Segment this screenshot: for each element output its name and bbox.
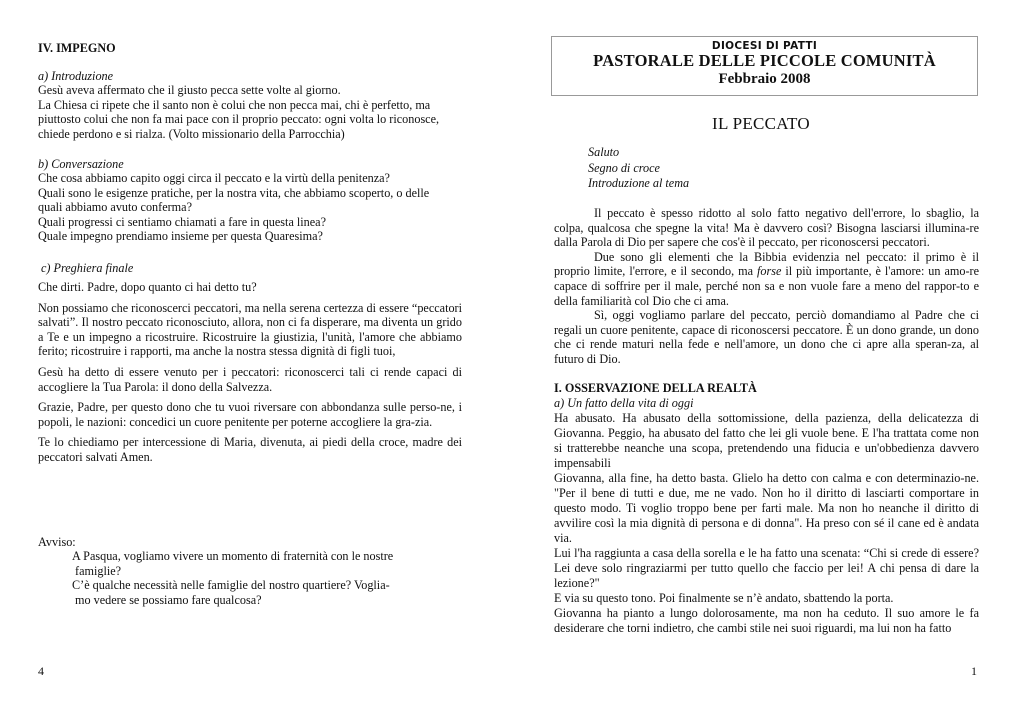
agenda-item: Saluto	[588, 145, 620, 159]
conversation-line: Quale impegno prendiamo insieme per questa Quaresima?	[38, 229, 323, 244]
intro-line: piuttosto colui che non fa mai pace con il proprio peccato: ogni volta lo riconosce,	[38, 112, 440, 127]
notice-label: Avviso:	[38, 535, 76, 549]
page-title: IL PECCATO	[712, 114, 810, 133]
emphasis-word: forse	[757, 264, 782, 279]
page-number-right: 1	[971, 664, 977, 678]
body-paragraph: Il peccato è spesso ridotto al solo fatto negativo dell'errore, lo sbaglio, la colpa, qualcosa che spegne la vita! Ma è davvero così? Bisogna lasciarsi illumina-re dalla Parola di Dio per sapere che cos'è il peccato, per riconoscersi peccatori.	[554, 206, 979, 250]
section-title-observation: I. OSSERVAZIONE DELLA REALTÀ	[554, 381, 757, 395]
conversation-line: Che cosa abbiamo capito oggi circa il peccato e la virtù della penitenza?	[38, 171, 390, 185]
section-subtitle: a) Un fatto della vita di oggi	[554, 396, 694, 410]
intro-heading: a) Introduzione	[38, 69, 114, 83]
prayer-heading: c) Preghiera finale	[41, 261, 134, 275]
story-paragraph: Lui l'ha raggiunta a casa della sorella e le ha fatto una scenata: “Chi si crede di essere? Lei deve solo ringraziarmi per tutto quello che faccio per lei! A chi pensa di dare la lezione?"	[554, 546, 979, 590]
notice-line: mo vedere se possiamo fare qualcosa?	[72, 592, 262, 607]
conversation-heading: b) Conversazione	[38, 157, 124, 171]
intro-text	[38, 83, 468, 141]
body-text: il più importante, è l'amore: un amo-re capace di soffrire per il male, perché non sa e non vuole fare a meno del rappor-to e della familiarità col Dio che ci ama.	[554, 264, 979, 308]
notice-line: C’è qualche necessità nelle famiglie del nostro quartiere? Voglia-	[72, 578, 390, 593]
story-paragraph: E via su questo tono. Poi finalmente se n’è andato, sbattendo la porta.	[554, 591, 894, 605]
conversation-line: quali abbiamo avuto conferma?	[38, 200, 192, 215]
intro-line: La Chiesa ci ripete che il santo non è colui che non pecca mai, chi è perfetto, ma	[38, 97, 431, 112]
header-date: Febbraio 2008	[718, 71, 811, 87]
prayer-paragraph: Che dirti. Padre, dopo quanto ci hai detto tu?	[38, 280, 257, 294]
intro-line: chiede perdono e si rialza. (Volto missionario della Parrocchia)	[38, 126, 345, 141]
conversation-line: Quali progressi ci sentiamo chiamati a fare in questa linea?	[38, 214, 326, 229]
body-paragraph	[554, 250, 979, 308]
prayer-paragraph: Grazie, Padre, per questo dono che tu vuoi riversare con abbondanza sulle perso-ne, i popoli, le nazioni: concedici un cuore penitente per poterne accogliere la gra-zia.	[38, 400, 462, 429]
header-diocese: DIOCESI DI PATTI	[711, 40, 818, 52]
story-body	[554, 411, 979, 636]
agenda-item: Introduzione al tema	[588, 176, 690, 190]
story-paragraph: Giovanna, alla fine, ha detto basta. Glielo ha detto con calma e con determinazio-ne. "Per il bene di tutti e due, me ne vado. Non ho il diritto di lasciarti comportare in questo modo. Ti voglio troppo bene per farti male. Ma non ho neanche il diritto di avvilire così la mia dignità di persona e di donna". Ha preso con sé il cane ed è andata via.	[554, 471, 979, 545]
conversation-text	[38, 171, 468, 244]
agenda-item: Segno di croce	[588, 160, 660, 175]
story-paragraph: Giovanna ha pianto a lungo dolorosamente, ma non ha ceduto. Il suo amore le fa desiderare che torni indietro, che cambi stile nei suoi riguardi, ma lui non ha fatto	[554, 606, 979, 635]
section-title-impegno: IV. IMPEGNO	[38, 41, 116, 55]
prayer-paragraph: Te lo chiediamo per intercessione di Maria, divenuta, ai piedi della croce, madre dei peccatori salvati Amen.	[38, 435, 462, 464]
story-paragraph: Ha abusato. Ha abusato della sottomissione, della pazienza, della delicatezza di Giovanna. Peggio, ha abusato del fatto che lei gli vuole bene. E l'ha trattata come non si tratterebbe neanche una scopa, pretendendo una fiducia e un'obbedienza davvero impensabili	[554, 411, 979, 470]
notice-line: A Pasqua, vogliamo vivere un momento di fraternità con le nostre	[72, 549, 394, 563]
body-text: Due sono gli elementi che la Bibbia evidenzia nel peccato: il primo è il proprio limite, l'errore, e il secondo, ma	[554, 249, 979, 279]
page-number-left: 4	[38, 664, 44, 678]
body-paragraph: Sì, oggi vogliamo parlare del peccato, perciò domandiamo al Padre che ci regali un cuore penitente, capace di riconoscersi peccatore. È un dono grande, un dono che ci rende maturi nella fede e nell'amore, un dono che ci apre alla speran-za, al futuro di Dio.	[554, 308, 979, 366]
prayer-text	[38, 280, 462, 465]
prayer-paragraph: Non possiamo che riconoscerci peccatori, ma nella serena certezza di essere “peccatori salvati”. Il nostro peccato riconosciuto, allora, non ci fa disperare, ma diventa un grido a Te e un impegno a ricostruire. Ricostruire la giustizia, l'unità, l'amore che abbiamo ferito; ricostruire i rapporti, ma anche la nostra stessa dignità di figli tuoi,	[38, 300, 462, 359]
intro-body	[554, 206, 979, 367]
header-box	[551, 36, 978, 96]
notice-text	[72, 549, 432, 607]
agenda-list	[588, 145, 689, 192]
prayer-paragraph: Gesù ha detto di essere venuto per i peccatori: riconoscerci tali ci rende capaci di accogliere la Tua Parola: il dono della Salvezza.	[38, 364, 462, 394]
conversation-line: Quali sono le esigenze pratiche, per la nostra vita, che abbiamo scoperto, o delle	[38, 185, 430, 200]
notice-line: famiglie?	[72, 563, 122, 578]
header-title: PASTORALE DELLE PICCOLE COMUNITÀ	[593, 51, 936, 70]
intro-line: Gesù aveva affermato che il giusto pecca sette volte al giorno.	[38, 83, 341, 97]
